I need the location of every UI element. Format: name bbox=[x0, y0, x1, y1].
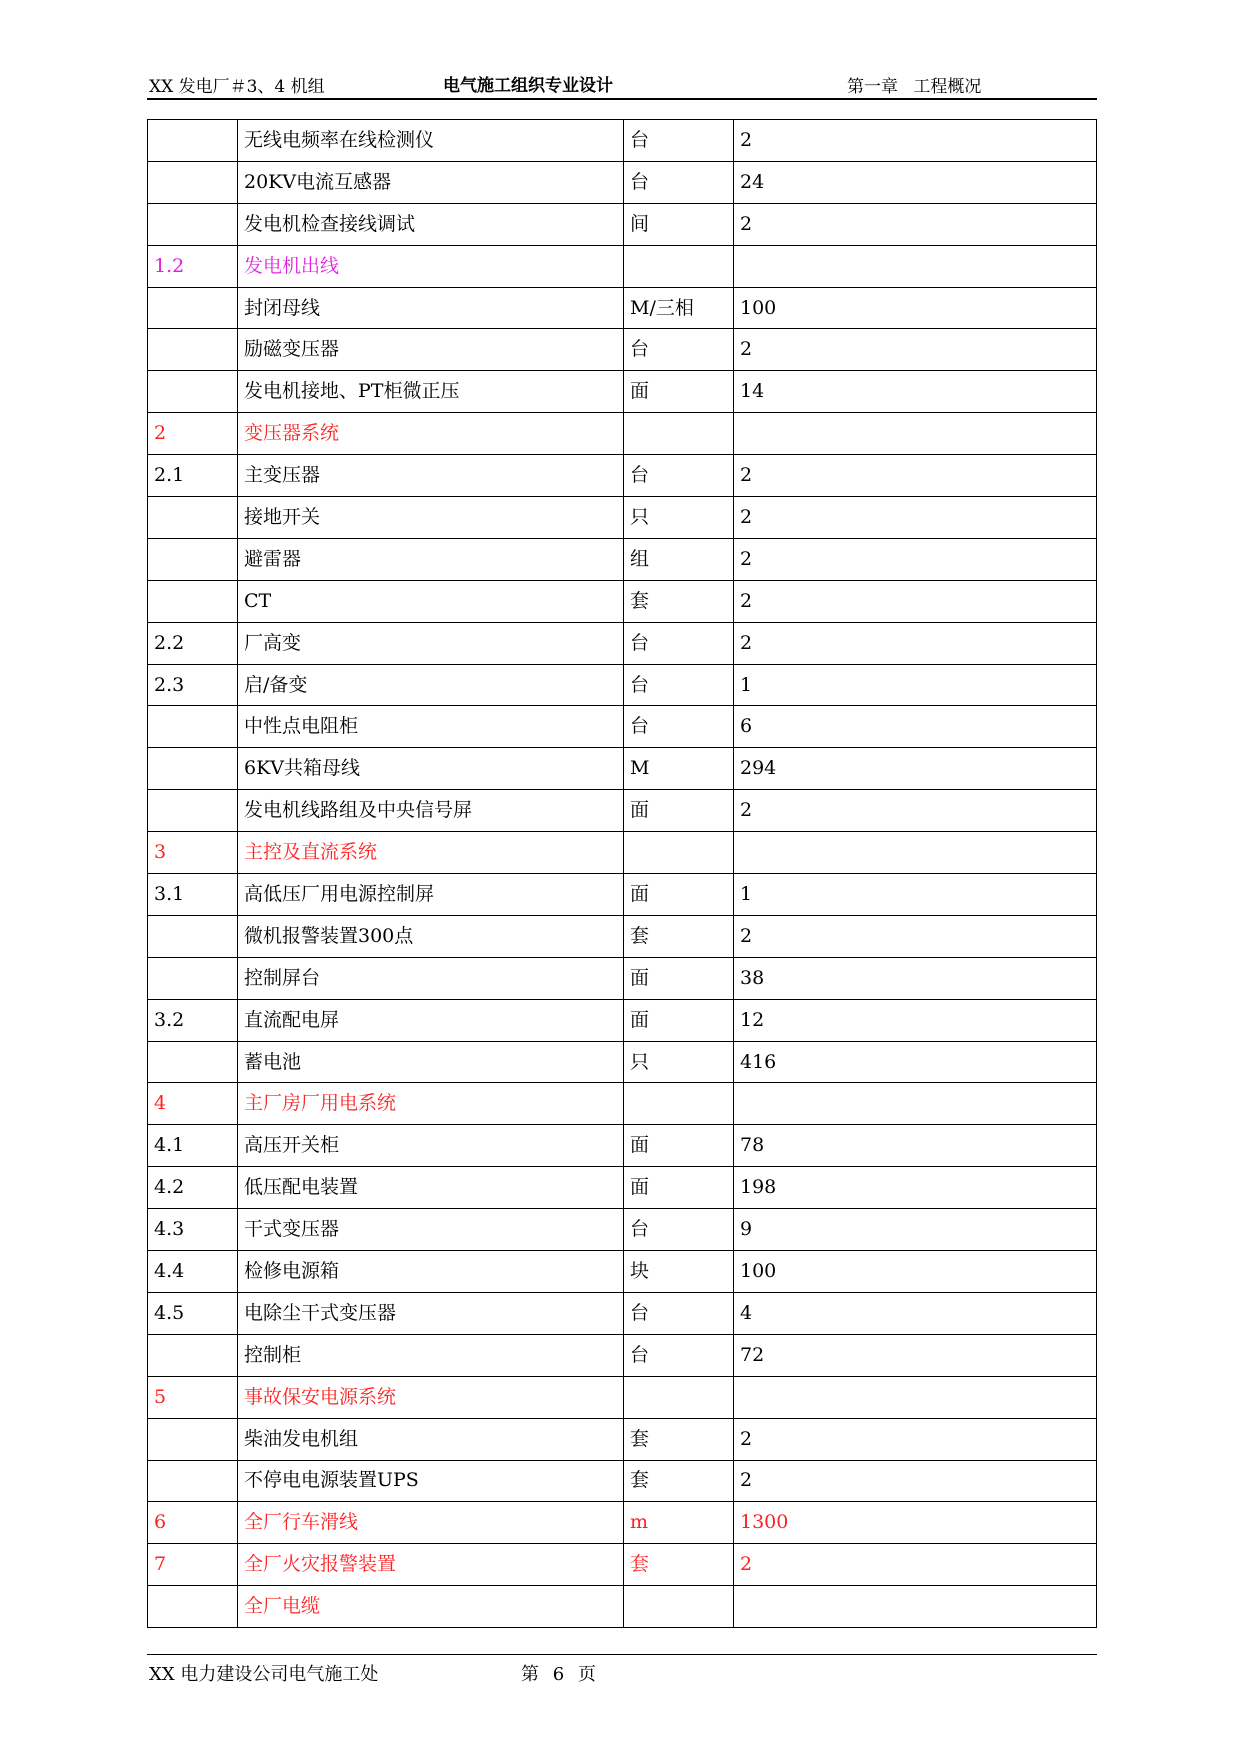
item-name-cell: 蓄电池 bbox=[238, 1041, 624, 1083]
item-number-cell bbox=[148, 580, 238, 622]
item-name-cell: 发电机线路组及中央信号屏 bbox=[238, 790, 624, 832]
item-name-cell: 事故保安电源系统 bbox=[238, 1376, 624, 1418]
item-unit-cell: 只 bbox=[624, 1041, 734, 1083]
item-name-cell: 控制屏台 bbox=[238, 957, 624, 999]
table-row bbox=[148, 1125, 1097, 1167]
item-unit-cell bbox=[624, 1586, 734, 1628]
item-number-cell: 2.1 bbox=[148, 455, 238, 497]
table-row bbox=[148, 1083, 1097, 1125]
item-number-cell bbox=[148, 1586, 238, 1628]
item-number-cell: 7 bbox=[148, 1544, 238, 1586]
item-unit-cell: 面 bbox=[624, 1125, 734, 1167]
item-unit-cell: 块 bbox=[624, 1251, 734, 1293]
table-row bbox=[148, 1376, 1097, 1418]
table-row bbox=[148, 120, 1097, 162]
item-unit-cell: m bbox=[624, 1502, 734, 1544]
item-number-cell: 4 bbox=[148, 1083, 238, 1125]
item-name-cell: 高压开关柜 bbox=[238, 1125, 624, 1167]
item-quantity-cell: 14 bbox=[734, 371, 1097, 413]
table-row bbox=[148, 287, 1097, 329]
item-name-cell: 主控及直流系统 bbox=[238, 832, 624, 874]
item-quantity-cell bbox=[734, 832, 1097, 874]
item-quantity-cell: 78 bbox=[734, 1125, 1097, 1167]
item-unit-cell: 面 bbox=[624, 874, 734, 916]
equipment-table-body bbox=[148, 120, 1097, 1628]
table-row bbox=[148, 161, 1097, 203]
item-name-cell: 电除尘干式变压器 bbox=[238, 1292, 624, 1334]
table-row bbox=[148, 538, 1097, 580]
table-row bbox=[148, 790, 1097, 832]
item-quantity-cell: 2 bbox=[734, 1544, 1097, 1586]
item-unit-cell: 面 bbox=[624, 790, 734, 832]
item-quantity-cell: 100 bbox=[734, 287, 1097, 329]
item-quantity-cell: 2 bbox=[734, 497, 1097, 539]
item-name-cell: 控制柜 bbox=[238, 1334, 624, 1376]
item-name-cell: 低压配电装置 bbox=[238, 1167, 624, 1209]
table-row bbox=[148, 622, 1097, 664]
table-row bbox=[148, 1502, 1097, 1544]
item-number-cell bbox=[148, 1041, 238, 1083]
item-quantity-cell: 2 bbox=[734, 1460, 1097, 1502]
item-unit-cell: 台 bbox=[624, 1209, 734, 1251]
item-name-cell: CT bbox=[238, 580, 624, 622]
table-row bbox=[148, 1251, 1097, 1293]
item-quantity-cell: 2 bbox=[734, 455, 1097, 497]
item-number-cell: 3 bbox=[148, 832, 238, 874]
item-number-cell: 4.2 bbox=[148, 1167, 238, 1209]
item-quantity-cell: 2 bbox=[734, 203, 1097, 245]
item-name-cell: 微机报警装置300点 bbox=[238, 915, 624, 957]
table-row bbox=[148, 664, 1097, 706]
table-row bbox=[148, 706, 1097, 748]
item-number-cell bbox=[148, 538, 238, 580]
item-number-cell: 1.2 bbox=[148, 245, 238, 287]
page-number: 第 6 页 bbox=[521, 1664, 596, 1685]
item-quantity-cell: 4 bbox=[734, 1292, 1097, 1334]
item-name-cell: 主厂房厂用电系统 bbox=[238, 1083, 624, 1125]
table-row bbox=[148, 1544, 1097, 1586]
item-name-cell: 避雷器 bbox=[238, 538, 624, 580]
table-row bbox=[148, 957, 1097, 999]
item-name-cell: 高低压厂用电源控制屏 bbox=[238, 874, 624, 916]
table-row bbox=[148, 245, 1097, 287]
table-row bbox=[148, 748, 1097, 790]
item-quantity-cell: 1300 bbox=[734, 1502, 1097, 1544]
item-unit-cell: 面 bbox=[624, 371, 734, 413]
item-name-cell: 干式变压器 bbox=[238, 1209, 624, 1251]
item-quantity-cell bbox=[734, 1376, 1097, 1418]
item-name-cell: 发电机检查接线调试 bbox=[238, 203, 624, 245]
table-row bbox=[148, 455, 1097, 497]
table-row bbox=[148, 1460, 1097, 1502]
item-number-cell bbox=[148, 120, 238, 162]
item-number-cell bbox=[148, 957, 238, 999]
item-quantity-cell bbox=[734, 413, 1097, 455]
item-number-cell bbox=[148, 371, 238, 413]
item-quantity-cell: 72 bbox=[734, 1334, 1097, 1376]
table-row bbox=[148, 1418, 1097, 1460]
item-unit-cell: 面 bbox=[624, 1167, 734, 1209]
item-name-cell: 20KV电流互感器 bbox=[238, 161, 624, 203]
item-unit-cell bbox=[624, 245, 734, 287]
item-name-cell: 变压器系统 bbox=[238, 413, 624, 455]
table-row bbox=[148, 329, 1097, 371]
table-row bbox=[148, 203, 1097, 245]
table-row bbox=[148, 832, 1097, 874]
item-number-cell bbox=[148, 203, 238, 245]
item-unit-cell: 组 bbox=[624, 538, 734, 580]
item-name-cell: 中性点电阻柜 bbox=[238, 706, 624, 748]
item-name-cell: 厂高变 bbox=[238, 622, 624, 664]
item-name-cell: 无线电频率在线检测仪 bbox=[238, 120, 624, 162]
table-row bbox=[148, 580, 1097, 622]
item-name-cell: 发电机接地、PT柜微正压 bbox=[238, 371, 624, 413]
item-unit-cell: 间 bbox=[624, 203, 734, 245]
item-unit-cell: 套 bbox=[624, 915, 734, 957]
item-number-cell bbox=[148, 287, 238, 329]
item-number-cell: 5 bbox=[148, 1376, 238, 1418]
item-number-cell: 2 bbox=[148, 413, 238, 455]
item-number-cell bbox=[148, 161, 238, 203]
item-quantity-cell: 2 bbox=[734, 329, 1097, 371]
table-row bbox=[148, 1167, 1097, 1209]
table-row bbox=[148, 999, 1097, 1041]
item-number-cell bbox=[148, 329, 238, 371]
item-quantity-cell: 2 bbox=[734, 580, 1097, 622]
item-quantity-cell: 24 bbox=[734, 161, 1097, 203]
item-unit-cell: 面 bbox=[624, 999, 734, 1041]
item-number-cell: 6 bbox=[148, 1502, 238, 1544]
header-title: 电气施工组织专业设计 bbox=[443, 76, 613, 96]
page-footer bbox=[147, 1654, 1097, 1683]
item-unit-cell: 套 bbox=[624, 1418, 734, 1460]
item-number-cell: 2.2 bbox=[148, 622, 238, 664]
item-quantity-cell: 416 bbox=[734, 1041, 1097, 1083]
item-unit-cell: 套 bbox=[624, 1460, 734, 1502]
item-unit-cell: 台 bbox=[624, 329, 734, 371]
item-quantity-cell: 2 bbox=[734, 790, 1097, 832]
item-unit-cell bbox=[624, 413, 734, 455]
table-row bbox=[148, 413, 1097, 455]
item-number-cell: 3.1 bbox=[148, 874, 238, 916]
item-number-cell bbox=[148, 790, 238, 832]
item-name-cell: 柴油发电机组 bbox=[238, 1418, 624, 1460]
item-number-cell bbox=[148, 497, 238, 539]
equipment-table bbox=[147, 119, 1097, 1628]
header-project: XX 发电厂＃3、4 机组 bbox=[149, 77, 325, 97]
item-number-cell: 4.4 bbox=[148, 1251, 238, 1293]
item-quantity-cell: 1 bbox=[734, 874, 1097, 916]
item-name-cell: 不停电电源装置UPS bbox=[238, 1460, 624, 1502]
item-name-cell: 发电机出线 bbox=[238, 245, 624, 287]
item-unit-cell: 台 bbox=[624, 455, 734, 497]
item-quantity-cell: 6 bbox=[734, 706, 1097, 748]
item-unit-cell bbox=[624, 1376, 734, 1418]
item-quantity-cell bbox=[734, 1586, 1097, 1628]
item-quantity-cell: 9 bbox=[734, 1209, 1097, 1251]
item-name-cell: 全厂火灾报警装置 bbox=[238, 1544, 624, 1586]
item-unit-cell: 台 bbox=[624, 120, 734, 162]
item-quantity-cell: 2 bbox=[734, 538, 1097, 580]
item-number-cell: 4.5 bbox=[148, 1292, 238, 1334]
table-row bbox=[148, 1209, 1097, 1251]
item-number-cell: 2.3 bbox=[148, 664, 238, 706]
item-quantity-cell bbox=[734, 1083, 1097, 1125]
item-unit-cell: M bbox=[624, 748, 734, 790]
item-number-cell bbox=[148, 1460, 238, 1502]
item-quantity-cell: 38 bbox=[734, 957, 1097, 999]
item-unit-cell: 面 bbox=[624, 957, 734, 999]
item-unit-cell: 套 bbox=[624, 580, 734, 622]
item-quantity-cell: 2 bbox=[734, 622, 1097, 664]
item-quantity-cell: 1 bbox=[734, 664, 1097, 706]
item-number-cell: 4.1 bbox=[148, 1125, 238, 1167]
item-unit-cell: 台 bbox=[624, 161, 734, 203]
item-quantity-cell bbox=[734, 245, 1097, 287]
item-number-cell bbox=[148, 1418, 238, 1460]
item-quantity-cell: 12 bbox=[734, 999, 1097, 1041]
item-name-cell: 全厂行车滑线 bbox=[238, 1502, 624, 1544]
item-unit-cell bbox=[624, 1083, 734, 1125]
table-row bbox=[148, 874, 1097, 916]
item-name-cell: 全厂电缆 bbox=[238, 1586, 624, 1628]
item-number-cell: 4.3 bbox=[148, 1209, 238, 1251]
item-quantity-cell: 294 bbox=[734, 748, 1097, 790]
page-header bbox=[147, 70, 1097, 100]
table-row bbox=[148, 371, 1097, 413]
item-name-cell: 直流配电屏 bbox=[238, 999, 624, 1041]
item-unit-cell: 台 bbox=[624, 622, 734, 664]
table-row bbox=[148, 1334, 1097, 1376]
table-row bbox=[148, 497, 1097, 539]
item-unit-cell: 台 bbox=[624, 1292, 734, 1334]
item-unit-cell: 台 bbox=[624, 706, 734, 748]
item-number-cell bbox=[148, 1334, 238, 1376]
item-number-cell bbox=[148, 915, 238, 957]
item-name-cell: 6KV共箱母线 bbox=[238, 748, 624, 790]
item-unit-cell: 只 bbox=[624, 497, 734, 539]
item-quantity-cell: 2 bbox=[734, 120, 1097, 162]
item-quantity-cell: 2 bbox=[734, 915, 1097, 957]
header-chapter: 第一章 工程概况 bbox=[847, 77, 982, 97]
item-unit-cell: 台 bbox=[624, 1334, 734, 1376]
item-unit-cell bbox=[624, 832, 734, 874]
item-quantity-cell: 198 bbox=[734, 1167, 1097, 1209]
item-unit-cell: 台 bbox=[624, 664, 734, 706]
table-row bbox=[148, 1586, 1097, 1628]
item-name-cell: 启/备变 bbox=[238, 664, 624, 706]
item-name-cell: 接地开关 bbox=[238, 497, 624, 539]
item-quantity-cell: 100 bbox=[734, 1251, 1097, 1293]
item-unit-cell: 套 bbox=[624, 1544, 734, 1586]
table-row bbox=[148, 1041, 1097, 1083]
footer-company: XX 电力建设公司电气施工处 bbox=[149, 1664, 379, 1685]
item-quantity-cell: 2 bbox=[734, 1418, 1097, 1460]
item-number-cell: 3.2 bbox=[148, 999, 238, 1041]
item-name-cell: 检修电源箱 bbox=[238, 1251, 624, 1293]
item-name-cell: 封闭母线 bbox=[238, 287, 624, 329]
item-number-cell bbox=[148, 706, 238, 748]
table-row bbox=[148, 1292, 1097, 1334]
item-name-cell: 励磁变压器 bbox=[238, 329, 624, 371]
item-number-cell bbox=[148, 748, 238, 790]
item-unit-cell: M/三相 bbox=[624, 287, 734, 329]
table-row bbox=[148, 915, 1097, 957]
item-name-cell: 主变压器 bbox=[238, 455, 624, 497]
